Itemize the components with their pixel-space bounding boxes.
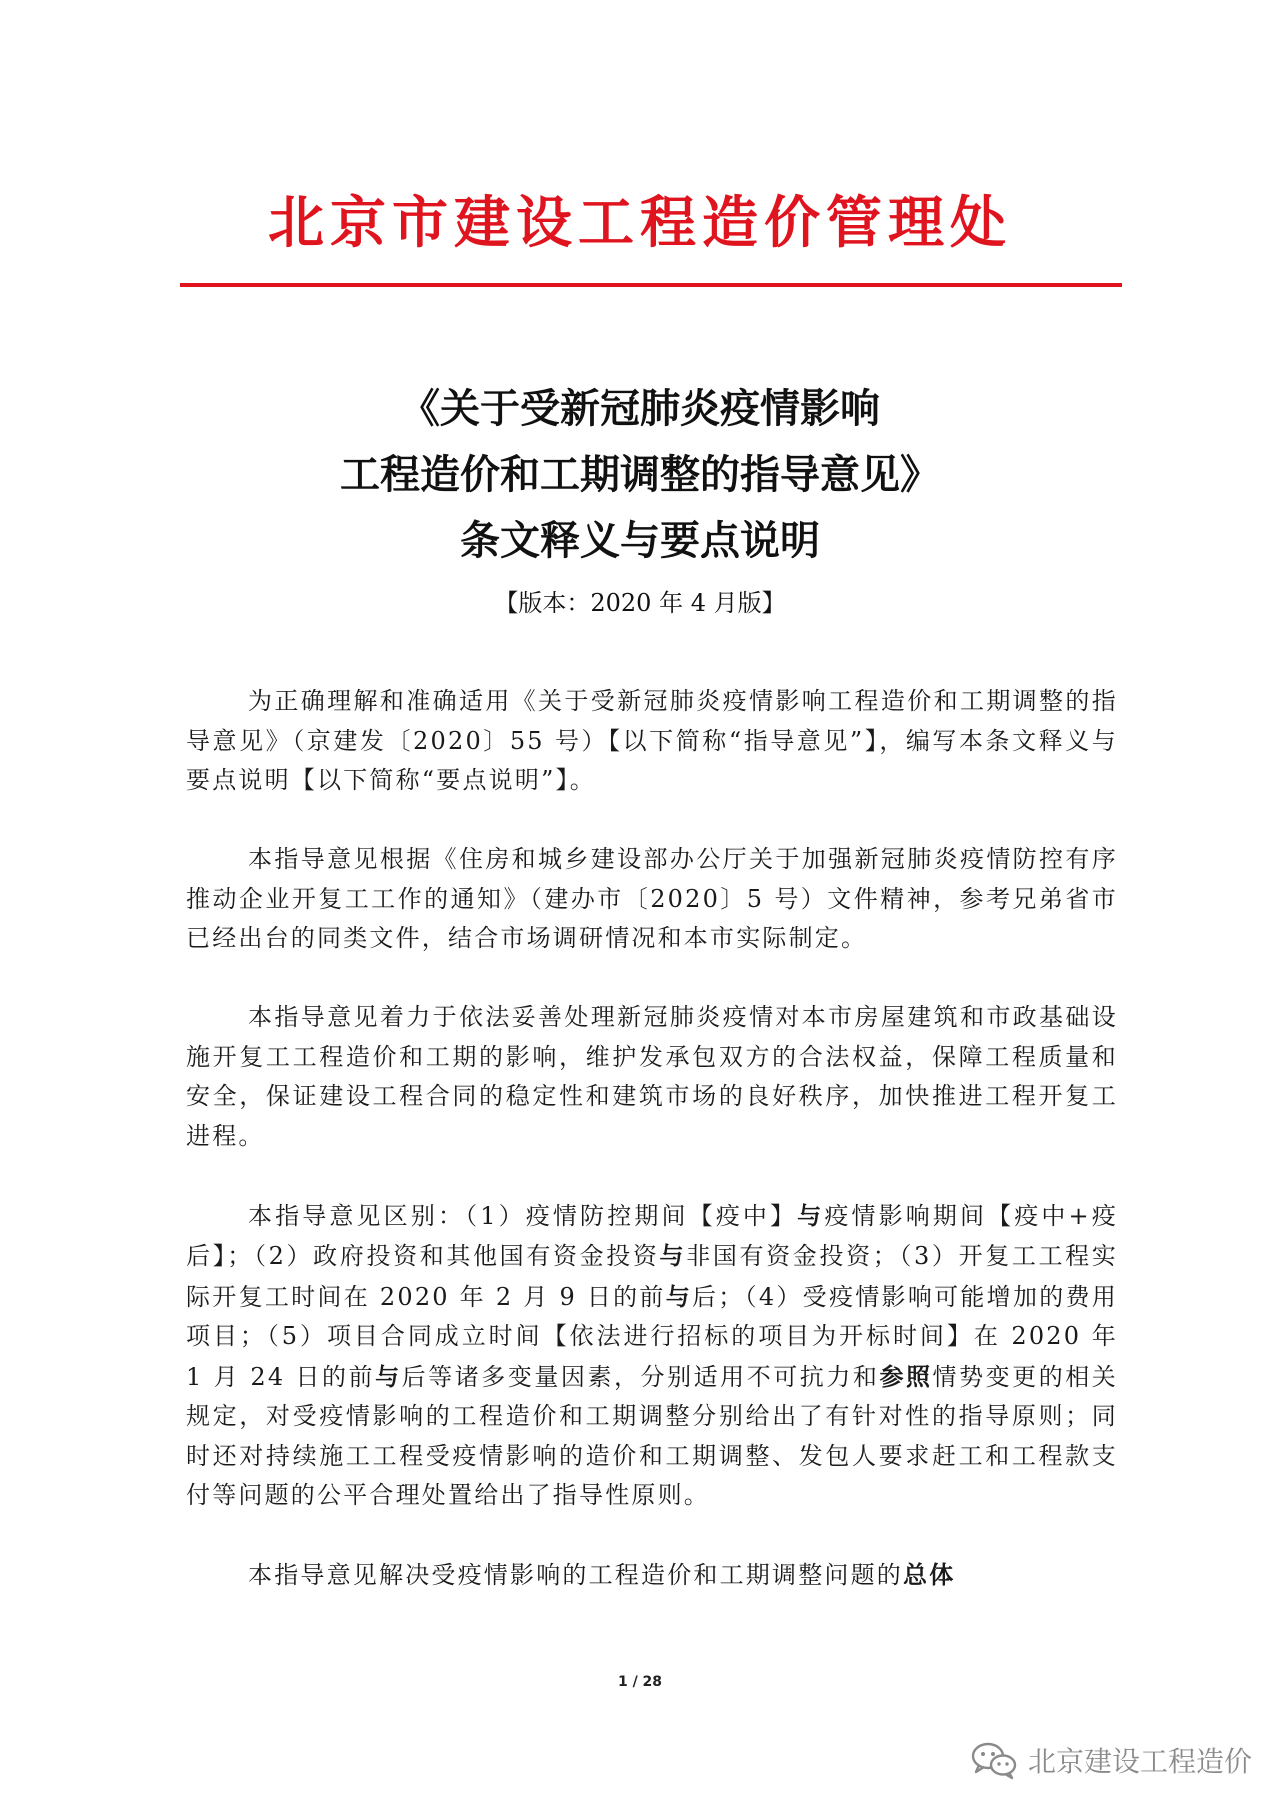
paragraph-4-emphasis: 参照 bbox=[879, 1361, 933, 1391]
organization-title: 北京市建设工程造价管理处 bbox=[268, 191, 1012, 256]
document-title-line-2: 工程造价和工期调整的指导意见》 bbox=[340, 452, 940, 498]
paragraph-4-emphasis: 与 bbox=[659, 1241, 687, 1270]
page-number: 1 / 28 bbox=[617, 1674, 663, 1690]
watermark-text: 北京建设工程造价 bbox=[1027, 1745, 1252, 1778]
paragraph-4-text: 非国有资金投资；（3）开复工工程实际开复工时间在 2020 年 2 月 9 日的前 bbox=[186, 1242, 1119, 1311]
paragraph-4-emphasis: 与 bbox=[665, 1281, 692, 1311]
document-title-line-3: 条文释义与要点说明 bbox=[460, 518, 820, 564]
paragraph-5-text: 本指导意见解决受疫情影响的工程造价和工期调整问题的 bbox=[248, 1561, 903, 1589]
paragraph-4-text: 后等诸多变量因素，分别适用不可抗力和 bbox=[401, 1362, 880, 1391]
paragraph-1: 为正确理解和准确适用《关于受新冠肺炎疫情影响工程造价和工期调整的指导意见》（京建发〔2020〕55 号）【以下简称“指导意见”】，编写本条文释义与要点说明【以下简称“要点说明”】。 bbox=[186, 687, 1118, 794]
paragraph-4-text: 在 2020 年 1 月 24 日的前 bbox=[186, 1322, 1119, 1391]
paragraph-4-text: ；（2）政府投资和其他国有资金投资 bbox=[227, 1242, 660, 1270]
wechat-watermark bbox=[970, 1740, 1252, 1780]
wechat-icon bbox=[970, 1740, 1018, 1780]
paragraph-4-emphasis: 与 bbox=[797, 1200, 825, 1230]
paragraph-4-text: 本指导意见区别：（1）疫情防控期间 bbox=[248, 1201, 689, 1230]
paragraph-4-text: 后；（4）受疫情影响可能增加的费用项目；（5）项目合同成立时间 bbox=[186, 1282, 1119, 1350]
header-red-rule bbox=[180, 283, 1122, 287]
document-body bbox=[186, 682, 1118, 1596]
paragraph-4-text: 情势变更的相关规定，对受疫情影响的工程造价和工期调整分别给出了有针对性的指导原则；同时还对持续施工工程受疫情影响的造价和工期调整、发包人要求赶工和工程款支付等问题的公平合理处置给出了指导性原则。 bbox=[186, 1362, 1118, 1509]
paragraph-3: 本指导意见着力于依法妥善处理新冠肺炎疫情对本市房屋建筑和市政基础设施开复工工程造价和工期的影响，维护发承包双方的合法权益，保障工程质量和安全，保证建设工程合同的稳定性和建筑市场的良好秩序，加快推进工程开复工进程。 bbox=[186, 1003, 1118, 1150]
version-label: 【版本：2020 年 4 月版】 bbox=[494, 589, 786, 617]
paragraph-4-text: 疫情影响期间 bbox=[824, 1201, 988, 1230]
paragraph-4 bbox=[186, 1196, 1118, 1516]
paragraph-2: 本指导意见根据《住房和城乡建设部办公厅关于加强新冠肺炎疫情防控有序推动企业开复工工作的通知》（建办市〔2020〕5 号）文件精神，参考兄弟省市已经出台的同类文件，结合市场调研情况和本市实际制定。 bbox=[186, 845, 1118, 952]
paragraph-4-text: 【疫中】 bbox=[688, 1201, 798, 1230]
paragraph-5 bbox=[186, 1555, 1118, 1596]
paragraph-4-emphasis: 与 bbox=[375, 1361, 402, 1391]
document-title bbox=[160, 376, 1120, 574]
document-title-line-1: 《关于受新冠肺炎疫情影响 bbox=[400, 386, 880, 432]
paragraph-4-text: 【疫中+疫后】 bbox=[186, 1201, 1118, 1270]
paragraph-4-text: 【依法进行招标的项目为开标时间】 bbox=[542, 1322, 974, 1350]
paragraph-5-emphasis: 总体 bbox=[903, 1560, 956, 1589]
